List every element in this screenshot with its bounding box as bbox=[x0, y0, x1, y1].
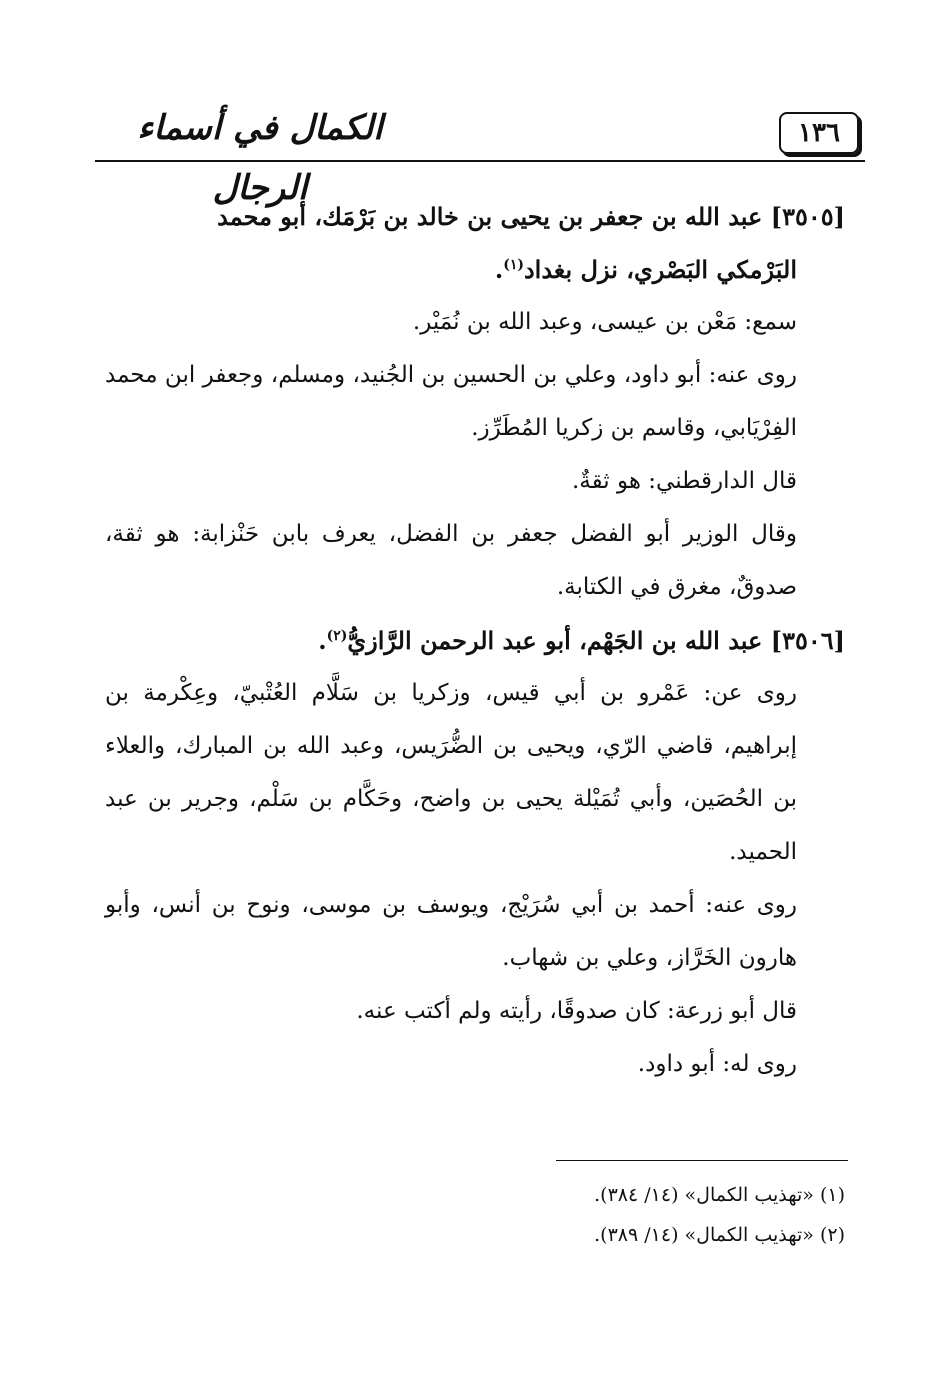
running-title: الكمال في أسماء الرجال bbox=[137, 108, 383, 208]
entry-3506-narrated-by: روى له: أبو داود. bbox=[637, 1051, 797, 1077]
entry-3505-wazir: وقال الوزير أبو الفضل جعفر بن الفضل، يعرف بابن حَنْزابة: هو ثقة، صدوقٌ، مغرق في الكتابة. bbox=[105, 521, 797, 600]
header-rule bbox=[95, 160, 865, 162]
footnote-2: (٢) «تهذيب الكمال» (١٤/ ٣٨٩). bbox=[594, 1224, 845, 1246]
entry-heading-3505-line2: البَرْمكي البَصْري، نزل بغداد bbox=[523, 255, 797, 284]
footnotes bbox=[105, 1175, 845, 1255]
heading-period: . bbox=[318, 626, 327, 655]
entry-heading-3505-line1: [٣٥٠٥] عبد الله بن جعفر بن يحيى بن خالد بن بَرْمَك، أبو محمد bbox=[217, 202, 845, 231]
entry-3505-heard: سمع: مَعْن بن عيسى، وعبد الله بن نُمَيْر. bbox=[412, 309, 797, 335]
entry-3506-narrated-from: روى عن: عَمْرو بن أبي قيس، وزكريا بن سَلَّام العُتْبيّ، وعِكْرمة بن إبراهيم، قاضي الرّي، ويحيى بن الضُّرَيس، وعبد الله بن المبارك، والعلاء بن الحُصَين، وأبي تُمَيْلة يحيى بن واضح، وحَكَّام بن سَلْم، وجرير بن عبد الحميد. bbox=[105, 680, 797, 865]
page-body bbox=[105, 190, 845, 1091]
entry-heading-3505-cont bbox=[105, 243, 845, 296]
entry-heading-3506-text: [٣٥٠٦] عبد الله بن الجَهْم، أبو عبد الرحمن الرَّازيُّ bbox=[347, 626, 845, 655]
entry-heading-3505 bbox=[105, 190, 845, 243]
footnote-ref-1: (١) bbox=[503, 257, 524, 273]
entry-3506-abu-zura: قال أبو زرعة: كان صدوقًا، رأيته ولم أكتب عنه. bbox=[356, 998, 797, 1024]
footnote-rule bbox=[556, 1160, 848, 1161]
footnote-1: (١) «تهذيب الكمال» (١٤/ ٣٨٤). bbox=[594, 1184, 845, 1206]
heading-period: . bbox=[494, 255, 504, 284]
page-number: ١٣٦ bbox=[779, 112, 859, 154]
entry-heading-3506 bbox=[105, 614, 845, 667]
footnote-ref-2: (٢) bbox=[326, 628, 348, 644]
entry-3505-narrators: روى عنه: أبو داود، وعلي بن الحسين بن الجُنيد، ومسلم، وجعفر ابن محمد الفِرْيَابي، وقاسم بن زكريا المُطَرِّز. bbox=[105, 362, 797, 441]
entry-3505-daraqutni: قال الدارقطني: هو ثقةٌ. bbox=[571, 468, 797, 494]
entry-3506-narrators: روى عنه: أحمد بن أبي سُرَيْج، ويوسف بن موسى، ونوح بن أنس، وأبو هارون الخَرَّاز، وعلي بن شهاب. bbox=[105, 892, 797, 971]
